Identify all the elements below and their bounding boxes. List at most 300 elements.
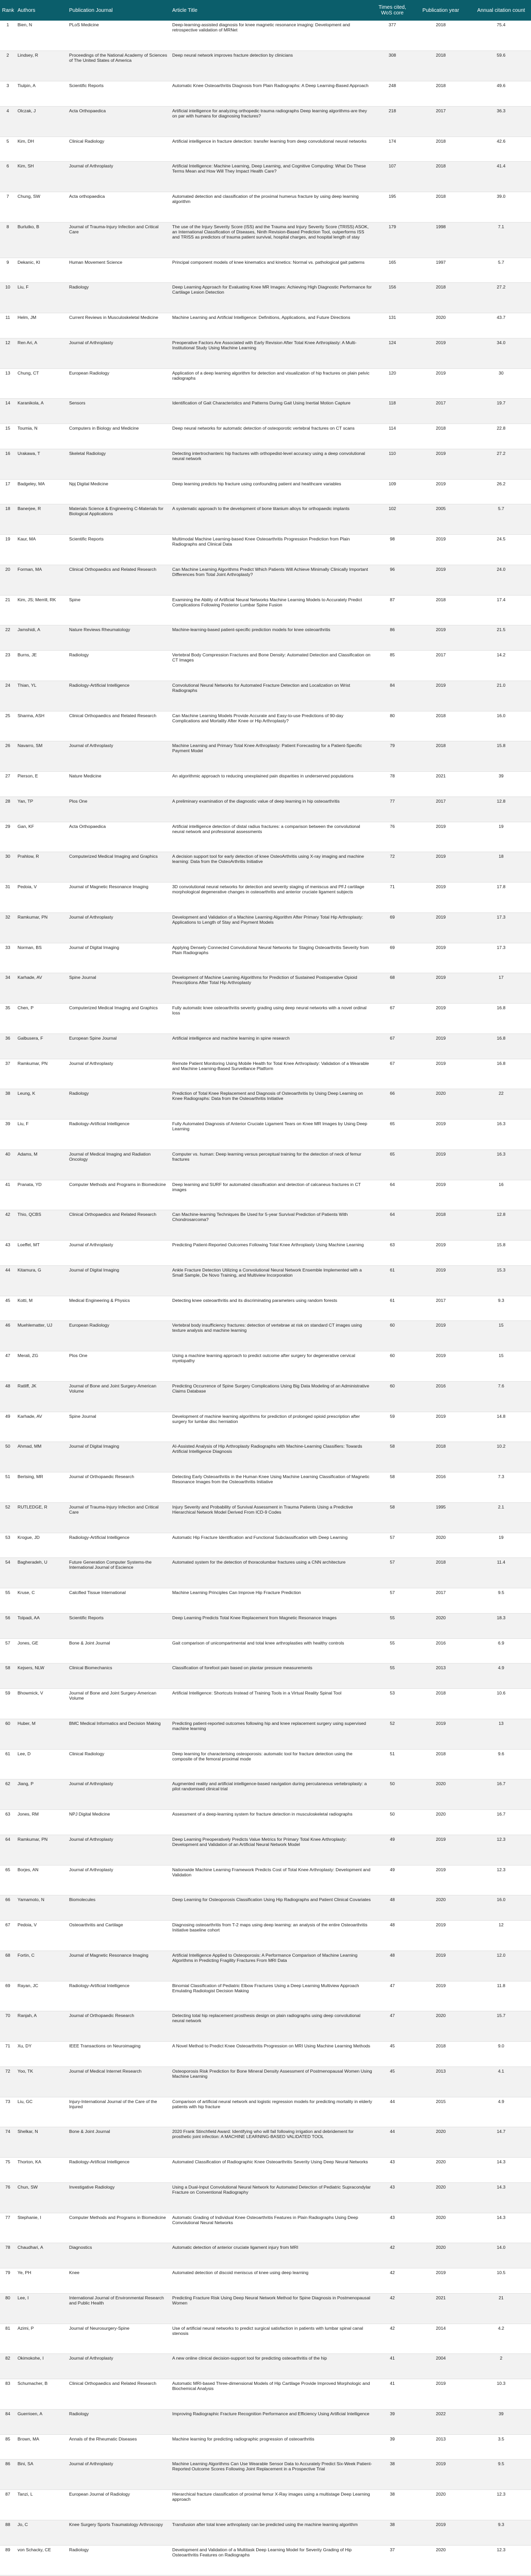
- rank-cell: 32: [0, 912, 15, 943]
- authors-cell: Liu, F: [15, 1120, 67, 1150]
- annual-citation-cell: 14.3: [471, 2182, 531, 2213]
- rank-cell: 42: [0, 1210, 15, 1241]
- rank-cell: 39: [0, 1120, 15, 1150]
- year-cell: 2013: [410, 2434, 471, 2460]
- title-cell: Artificial Intelligence: Machine Learning, Deep Learning, and Cognitive Computing: What Do These Terms Mean and How Will They Impact Health Care?: [170, 162, 374, 192]
- table-row: [0, 313, 531, 338]
- rank-cell: 51: [0, 1472, 15, 1503]
- year-cell: 2018: [410, 162, 471, 192]
- annual-citation-cell: 18: [471, 852, 531, 883]
- title-cell: Machine Learning Principles Can Improve Hip Fracture Prediction: [170, 1588, 374, 1614]
- journal-cell: Clinical Radiology: [67, 1749, 170, 1780]
- authors-cell: Jones, RM: [15, 1810, 67, 1835]
- title-cell: Examining the Ability of Artificial Neural Networks Machine Learning Models to Accurately Predict Complications Following Posterior Lumbar Spine Fusion: [170, 595, 374, 625]
- header-times-cited: Times cited, WoS core: [374, 0, 410, 21]
- journal-cell: Nature Medicine: [67, 772, 170, 797]
- times-cited-cell: 107: [374, 162, 410, 192]
- title-cell: Automatic Grading of Individual Knee Osteoarthritis Features in Plain Radiographs Using Deep Convolutional Neural Networks: [170, 2213, 374, 2243]
- times-cited-cell: 55: [374, 1638, 410, 1664]
- journal-cell: Journal of Orthopaedic Research: [67, 1472, 170, 1503]
- rank-cell: 52: [0, 1502, 15, 1533]
- table-row: [0, 2011, 531, 2042]
- authors-cell: Badgeley, MA: [15, 479, 67, 504]
- title-cell: Can Machine Learning Algorithms Predict Which Patients Will Achieve Minimally Clinically Important Differences from Total Joint Arthroplasty?: [170, 565, 374, 595]
- table-row: [0, 2379, 531, 2410]
- table-row: [0, 51, 531, 81]
- annual-citation-cell: 14.7: [471, 2127, 531, 2158]
- annual-citation-cell: 10.6: [471, 1689, 531, 1719]
- journal-cell: Scientific Reports: [67, 535, 170, 565]
- rank-cell: 84: [0, 2409, 15, 2434]
- year-cell: 2017: [410, 1296, 471, 1321]
- times-cited-cell: 165: [374, 258, 410, 283]
- times-cited-cell: 53: [374, 1689, 410, 1719]
- times-cited-cell: 58: [374, 1442, 410, 1472]
- table-row: [0, 1865, 531, 1895]
- times-cited-cell: 59: [374, 1412, 410, 1442]
- annual-citation-cell: 7.1: [471, 222, 531, 258]
- times-cited-cell: 98: [374, 535, 410, 565]
- annual-citation-cell: 16.3: [471, 1149, 531, 1180]
- table-row: [0, 449, 531, 479]
- journal-cell: Journal of Magnetic Resonance Imaging: [67, 883, 170, 913]
- authors-cell: Jiang, P: [15, 1780, 67, 1810]
- year-cell: 2019: [410, 1180, 471, 1210]
- journal-cell: NPJ Digital Medicine: [67, 1810, 170, 1835]
- title-cell: Deep Learning Approach for Evaluating Knee MR Images: Achieving High Diagnostic Performance for Cartilage Lesion Detection: [170, 283, 374, 313]
- annual-citation-cell: 24.5: [471, 535, 531, 565]
- annual-citation-cell: 12.8: [471, 1210, 531, 1241]
- year-cell: 2019: [410, 1004, 471, 1034]
- table-row: [0, 2520, 531, 2545]
- title-cell: Application of a deep learning algorithm for detection and visualization of hip fractures on plain pelvic radiographs: [170, 368, 374, 399]
- annual-citation-cell: 9.5: [471, 1588, 531, 1614]
- times-cited-cell: 39: [374, 2434, 410, 2460]
- rank-cell: 29: [0, 822, 15, 852]
- annual-citation-cell: 9.6: [471, 1749, 531, 1780]
- year-cell: 2019: [410, 449, 471, 479]
- times-cited-cell: 50: [374, 1780, 410, 1810]
- annual-citation-cell: 6.9: [471, 1638, 531, 1664]
- table-row: [0, 2324, 531, 2354]
- authors-cell: Okimokohe, I: [15, 2354, 67, 2379]
- authors-cell: Navarro, SM: [15, 741, 67, 772]
- times-cited-cell: 308: [374, 51, 410, 81]
- rank-cell: 69: [0, 1981, 15, 2011]
- year-cell: 2019: [410, 1265, 471, 1296]
- title-cell: Convolutional Neural Networks for Automated Fracture Detection and Localization on Wrist Radiographs: [170, 681, 374, 711]
- times-cited-cell: 64: [374, 1210, 410, 1241]
- journal-cell: Skeletal Radiology: [67, 449, 170, 479]
- journal-cell: Spine Journal: [67, 1412, 170, 1442]
- annual-citation-cell: 2.1: [471, 1502, 531, 1533]
- table-row: [0, 106, 531, 137]
- table-row: [0, 1613, 531, 1638]
- title-cell: Prediction of Total Knee Replacement and Diagnosis of Osteoarthritis by Using Deep Learning on Knee Radiographs: Data from the Osteoarthritis Initiative: [170, 1089, 374, 1120]
- year-cell: 2018: [410, 137, 471, 162]
- title-cell: Predicting Occurrence of Spine Surgery Complications Using Big Data Modeling of an Administrative Claims Database: [170, 1381, 374, 1412]
- annual-citation-cell: 4.2: [471, 2324, 531, 2354]
- title-cell: Ankle Fracture Detection Utilizing a Convolutional Neural Network Ensemble Implemented with a Small Sample, De Novo Training, and Multiview Incorporation: [170, 1265, 374, 1296]
- table-row: [0, 2490, 531, 2520]
- year-cell: 2019: [410, 1033, 471, 1059]
- journal-cell: Annals of the Rheumatic Diseases: [67, 2434, 170, 2460]
- year-cell: 2020: [410, 2490, 471, 2520]
- annual-citation-cell: 9.5: [471, 2460, 531, 2490]
- table-row: [0, 1412, 531, 1442]
- title-cell: Automatic Knee Osteoarthritis Diagnosis from Plain Radiographs: A Deep Learning-Based Approach: [170, 81, 374, 107]
- header-annual-citation: Annual citation count: [471, 0, 531, 21]
- table-row: [0, 162, 531, 192]
- annual-citation-cell: 19: [471, 822, 531, 852]
- authors-cell: Guerrioen, A: [15, 2409, 67, 2434]
- rank-cell: 88: [0, 2520, 15, 2545]
- year-cell: 2019: [410, 1241, 471, 1266]
- authors-cell: Stephanie, I: [15, 2213, 67, 2243]
- rank-cell: 71: [0, 2042, 15, 2067]
- table-row: [0, 2158, 531, 2183]
- authors-cell: Dekanic, KI: [15, 258, 67, 283]
- title-cell: Gait comparison of unicompartmental and total knee arthroplasties with healthy controls: [170, 1638, 374, 1664]
- journal-cell: Journal of Trauma-Injury Infection and Critical Care: [67, 1502, 170, 1533]
- table-row: [0, 137, 531, 162]
- authors-cell: Pedoia, V: [15, 883, 67, 913]
- title-cell: Detecting intertrochanteric hip fractures with orthopedist-level accuracy using a deep convolutional neural network: [170, 449, 374, 479]
- rank-cell: 50: [0, 1442, 15, 1472]
- title-cell: Detecting knee osteoarthritis and its discriminating parameters using random forests: [170, 1296, 374, 1321]
- times-cited-cell: 179: [374, 222, 410, 258]
- year-cell: 2018: [410, 1749, 471, 1780]
- title-cell: Use of artificial neural networks to predict surgical satisfaction in patients with lumbar spinal canal stenosis: [170, 2324, 374, 2354]
- title-cell: Predicting Fracture Risk Using Deep Neural Network Method for Spine Diagnosis in Postmenopausal Women: [170, 2293, 374, 2324]
- authors-cell: Azimi, P: [15, 2324, 67, 2354]
- table-header: [0, 0, 531, 21]
- times-cited-cell: 42: [374, 2243, 410, 2268]
- rank-cell: 64: [0, 1835, 15, 1865]
- authors-cell: Galbusera, F: [15, 1033, 67, 1059]
- year-cell: 2020: [410, 2158, 471, 2183]
- table-row: [0, 192, 531, 223]
- rank-cell: 14: [0, 399, 15, 424]
- year-cell: 2018: [410, 81, 471, 107]
- table-row: [0, 1981, 531, 2011]
- journal-cell: Clinical Biomechanics: [67, 1664, 170, 1689]
- table-row: [0, 2409, 531, 2434]
- table-row: [0, 1180, 531, 1210]
- authors-cell: Merali, ZG: [15, 1351, 67, 1382]
- annual-citation-cell: 43.7: [471, 313, 531, 338]
- authors-cell: Kejsers, NLW: [15, 1664, 67, 1689]
- journal-cell: Journal of Arthroplasty: [67, 162, 170, 192]
- table-row: [0, 504, 531, 535]
- rank-cell: 25: [0, 711, 15, 741]
- rank-cell: 47: [0, 1351, 15, 1382]
- authors-cell: Yamamoto, N: [15, 1895, 67, 1921]
- journal-cell: Plos One: [67, 1351, 170, 1382]
- table-row: [0, 1351, 531, 1382]
- times-cited-cell: 58: [374, 1472, 410, 1503]
- table-row: [0, 1296, 531, 1321]
- annual-citation-cell: 12.0: [471, 1951, 531, 1981]
- annual-citation-cell: 14.3: [471, 2213, 531, 2243]
- table-row: [0, 2545, 531, 2575]
- table-row: [0, 1638, 531, 1664]
- rank-cell: 13: [0, 368, 15, 399]
- title-cell: A preliminary examination of the diagnostic value of deep learning in hip osteoarthritis: [170, 796, 374, 822]
- annual-citation-cell: 16.3: [471, 1120, 531, 1150]
- rank-cell: 40: [0, 1149, 15, 1180]
- authors-cell: Kim, SH: [15, 162, 67, 192]
- journal-cell: Radiology-Artificial Intelligence: [67, 1981, 170, 2011]
- rank-cell: 89: [0, 2545, 15, 2575]
- authors-cell: Tanzi, L: [15, 2490, 67, 2520]
- annual-citation-cell: 12.3: [471, 1865, 531, 1895]
- journal-cell: European Spine Journal: [67, 1033, 170, 1059]
- times-cited-cell: 41: [374, 2379, 410, 2410]
- annual-citation-cell: 17: [471, 973, 531, 1004]
- rank-cell: 56: [0, 1613, 15, 1638]
- journal-cell: Computer Methods and Programs in Biomedicine: [67, 2213, 170, 2243]
- rank-cell: 4: [0, 106, 15, 137]
- year-cell: 2019: [410, 1951, 471, 1981]
- journal-cell: Journal of Medical Imaging and Radiation Oncology: [67, 1149, 170, 1180]
- annual-citation-cell: 7.6: [471, 1381, 531, 1412]
- authors-cell: Lee, I: [15, 2293, 67, 2324]
- annual-citation-cell: 4.1: [471, 2066, 531, 2097]
- year-cell: 2018: [410, 1442, 471, 1472]
- authors-cell: Ramkumar, PN: [15, 1835, 67, 1865]
- title-cell: Deep-learning-assisted diagnosis for knee magnetic resonance imaging: Development and retrospective validation of MRNet: [170, 21, 374, 51]
- year-cell: 2015: [410, 2097, 471, 2127]
- title-cell: Deep Learning Predicts Total Knee Replacement from Magnetic Resonance Images: [170, 1613, 374, 1638]
- year-cell: 2020: [410, 1089, 471, 1120]
- table-row: [0, 1810, 531, 1835]
- rank-cell: 44: [0, 1265, 15, 1296]
- title-cell: Development of Machine Learning Algorithms for Prediction of Sustained Postoperative Opioid Prescriptions After Total Hip Arthroplasty: [170, 973, 374, 1004]
- title-cell: Automated system for the detection of thoracolumbar fractures using a CNN architecture: [170, 1558, 374, 1588]
- year-cell: 2016: [410, 1381, 471, 1412]
- journal-cell: Proceedings of the National Academy of Sciences of The United States of America: [67, 51, 170, 81]
- authors-cell: Borjes, AN: [15, 1865, 67, 1895]
- times-cited-cell: 65: [374, 1120, 410, 1150]
- authors-cell: Pranata, YD: [15, 1180, 67, 1210]
- rank-cell: 10: [0, 283, 15, 313]
- times-cited-cell: 43: [374, 2158, 410, 2183]
- rank-cell: 60: [0, 1719, 15, 1749]
- times-cited-cell: 49: [374, 1865, 410, 1895]
- year-cell: 2019: [410, 368, 471, 399]
- title-cell: Computer vs. human: Deep learning versus perceptual training for the detection of neck of femur fractures: [170, 1149, 374, 1180]
- times-cited-cell: 114: [374, 424, 410, 449]
- table-row: [0, 1241, 531, 1266]
- title-cell: Deep Learning for Osteoporosis Classification Using Hip Radiographs and Patient Clinical Covariates: [170, 1895, 374, 1921]
- authors-cell: Karhade, AV: [15, 973, 67, 1004]
- table-row: [0, 1004, 531, 1034]
- table-row: [0, 711, 531, 741]
- title-cell: Transfusion after total knee arthroplasty can be predicted using the machine learning algorithm: [170, 2520, 374, 2545]
- year-cell: 2020: [410, 2545, 471, 2575]
- rank-cell: 58: [0, 1664, 15, 1689]
- title-cell: Development of machine learning algorithms for prediction of prolonged opioid prescription after surgery for lumbar disc herniation: [170, 1412, 374, 1442]
- table-row: [0, 2042, 531, 2067]
- header-row: [0, 0, 531, 21]
- table-row: [0, 796, 531, 822]
- authors-cell: Ren Ari, A: [15, 338, 67, 368]
- rank-cell: 12: [0, 338, 15, 368]
- authors-cell: Schumacher, B: [15, 2379, 67, 2410]
- annual-citation-cell: 15.8: [471, 1241, 531, 1266]
- journal-cell: Radiology-Artificial Intelligence: [67, 2158, 170, 2183]
- authors-cell: Liu, GC: [15, 2097, 67, 2127]
- title-cell: Improving Radiographic Fracture Recognition Performance and Efficiency Using Artificial Intelligence: [170, 2409, 374, 2434]
- title-cell: Principal component models of knee kinematics and kinetics: Normal vs. pathological gait patterns: [170, 258, 374, 283]
- table-row: [0, 625, 531, 651]
- annual-citation-cell: 39.0: [471, 192, 531, 223]
- title-cell: A systematic approach to the development of bone titanium alloys for orthopaedic implants: [170, 504, 374, 535]
- times-cited-cell: 87: [374, 595, 410, 625]
- times-cited-cell: 47: [374, 2011, 410, 2042]
- journal-cell: Plos One: [67, 796, 170, 822]
- title-cell: Machine-learning-based patient-specific prediction models for knee osteoarthritis: [170, 625, 374, 651]
- authors-cell: Chung, CT: [15, 368, 67, 399]
- annual-citation-cell: 2: [471, 2354, 531, 2379]
- times-cited-cell: 42: [374, 2268, 410, 2294]
- year-cell: 2019: [410, 1120, 471, 1150]
- year-cell: 2018: [410, 711, 471, 741]
- journal-cell: Clinical Radiology: [67, 137, 170, 162]
- times-cited-cell: 120: [374, 368, 410, 399]
- journal-cell: Knee Surgery Sports Traumatology Arthroscopy: [67, 2520, 170, 2545]
- annual-citation-cell: 3.5: [471, 2434, 531, 2460]
- table-row: [0, 1089, 531, 1120]
- title-cell: Automatic detection of anterior cruciate ligament injury from MRI: [170, 2243, 374, 2268]
- table-row: [0, 1588, 531, 1614]
- annual-citation-cell: 16.7: [471, 1810, 531, 1835]
- times-cited-cell: 69: [374, 912, 410, 943]
- table-row: [0, 741, 531, 772]
- journal-cell: Injury-International Journal of the Care of the Injured: [67, 2097, 170, 2127]
- annual-citation-cell: 14.3: [471, 2158, 531, 2183]
- rank-cell: 30: [0, 852, 15, 883]
- year-cell: 2018: [410, 21, 471, 51]
- table-row: [0, 2460, 531, 2490]
- year-cell: 1997: [410, 258, 471, 283]
- journal-cell: Bone & Joint Journal: [67, 2127, 170, 2158]
- times-cited-cell: 57: [374, 1588, 410, 1614]
- journal-cell: Materials Science & Engineering C-Materials for Biological Applications: [67, 504, 170, 535]
- annual-citation-cell: 36.3: [471, 106, 531, 137]
- title-cell: Deep neural network improves fracture detection by clinicians: [170, 51, 374, 81]
- times-cited-cell: 48: [374, 1895, 410, 1921]
- title-cell: Development and Validation of a Machine Learning Algorithm After Primary Total Hip Arthroplasty: Applications to Length of Stay and Payment Models: [170, 912, 374, 943]
- journal-cell: Knee: [67, 2268, 170, 2294]
- year-cell: 2019: [410, 943, 471, 973]
- year-cell: 2005: [410, 504, 471, 535]
- authors-cell: Sharma, ASH: [15, 711, 67, 741]
- journal-cell: Journal of Trauma-Injury Infection and Critical Care: [67, 222, 170, 258]
- times-cited-cell: 61: [374, 1265, 410, 1296]
- journal-cell: PLoS Medicine: [67, 21, 170, 51]
- times-cited-cell: 76: [374, 822, 410, 852]
- title-cell: A new online clinical decision-support tool for predicting osteoarthritis of the hip: [170, 2354, 374, 2379]
- times-cited-cell: 37: [374, 2545, 410, 2575]
- journal-cell: Journal of Bone and Joint Surgery-American Volume: [67, 1689, 170, 1719]
- year-cell: 2020: [410, 2213, 471, 2243]
- journal-cell: Spine: [67, 595, 170, 625]
- table-row: [0, 222, 531, 258]
- annual-citation-cell: 4.9: [471, 1664, 531, 1689]
- journal-cell: Journal of Arthroplasty: [67, 2460, 170, 2490]
- table-row: [0, 1895, 531, 1921]
- title-cell: Artificial intelligence for analyzing orthopedic trauma radiographs Deep learning algorithms-are they on par with humans for diagnosing fractures?: [170, 106, 374, 137]
- annual-citation-cell: 12.3: [471, 1835, 531, 1865]
- year-cell: 2018: [410, 283, 471, 313]
- title-cell: An algorithmic approach to reducing unexplained pain disparities in underserved populations: [170, 772, 374, 797]
- journal-cell: BMC Medical Informatics and Decision Making: [67, 1719, 170, 1749]
- times-cited-cell: 248: [374, 81, 410, 107]
- authors-cell: Helm, JM: [15, 313, 67, 338]
- authors-cell: Olczak, J: [15, 106, 67, 137]
- authors-cell: Jones, GE: [15, 1638, 67, 1664]
- journal-cell: Clinical Orthopaedics and Related Research: [67, 565, 170, 595]
- authors-cell: Kim, DH: [15, 137, 67, 162]
- header-authors: Authors: [15, 0, 67, 21]
- authors-cell: Yan, TP: [15, 796, 67, 822]
- authors-cell: Muehlematter, UJ: [15, 1321, 67, 1351]
- title-cell: Artificial intelligence detection of distal radius fractures: a comparison between the convolutional neural network and professional assessments: [170, 822, 374, 852]
- annual-citation-cell: 27.2: [471, 283, 531, 313]
- year-cell: 2019: [410, 625, 471, 651]
- journal-cell: European Radiology: [67, 1321, 170, 1351]
- year-cell: 2019: [410, 1149, 471, 1180]
- year-cell: 2017: [410, 399, 471, 424]
- year-cell: 2017: [410, 796, 471, 822]
- journal-cell: Npj Digital Medicine: [67, 479, 170, 504]
- authors-cell: Kaur, MA: [15, 535, 67, 565]
- journal-cell: Journal of Medical Internet Research: [67, 2066, 170, 2097]
- table-row: [0, 651, 531, 681]
- title-cell: Can Machine Learning Models Provide Accurate and Easy-to-use Predictions of 90-day Complications and Mortality After Knee or Hip Arthroplasty?: [170, 711, 374, 741]
- table-row: [0, 1780, 531, 1810]
- title-cell: Development and Validation of a Multitask Deep Learning Model for Severity Grading of Hip Osteoarthritis Features on Radiographs: [170, 2545, 374, 2575]
- rank-cell: 67: [0, 1921, 15, 1951]
- rank-cell: 20: [0, 565, 15, 595]
- times-cited-cell: 43: [374, 2182, 410, 2213]
- rank-cell: 41: [0, 1180, 15, 1210]
- authors-cell: Bagheradeh, U: [15, 1558, 67, 1588]
- table-row: [0, 1033, 531, 1059]
- times-cited-cell: 195: [374, 192, 410, 223]
- annual-citation-cell: 10.3: [471, 2379, 531, 2410]
- title-cell: Automatic MRI-based Three-dimensional Models of Hip Cartilage Provide Improved Morphologic and Biochemical Analysis: [170, 2379, 374, 2410]
- rank-cell: 73: [0, 2097, 15, 2127]
- year-cell: 2016: [410, 1472, 471, 1503]
- rank-cell: 22: [0, 625, 15, 651]
- journal-cell: Journal of Arthroplasty: [67, 1865, 170, 1895]
- year-cell: 2019: [410, 479, 471, 504]
- journal-cell: Computerized Medical Imaging and Graphics: [67, 852, 170, 883]
- annual-citation-cell: 14.8: [471, 1412, 531, 1442]
- journal-cell: Investigative Radiology: [67, 2182, 170, 2213]
- rank-cell: 48: [0, 1381, 15, 1412]
- authors-cell: Krogue, JD: [15, 1533, 67, 1558]
- year-cell: 2019: [410, 912, 471, 943]
- title-cell: Detecting total hip replacement prosthesis design on plain radiographs using deep convolutional neural network: [170, 2011, 374, 2042]
- rank-cell: 26: [0, 741, 15, 772]
- header-title: Article Title: [170, 0, 374, 21]
- authors-cell: Leung, K: [15, 1089, 67, 1120]
- year-cell: 2019: [410, 1921, 471, 1951]
